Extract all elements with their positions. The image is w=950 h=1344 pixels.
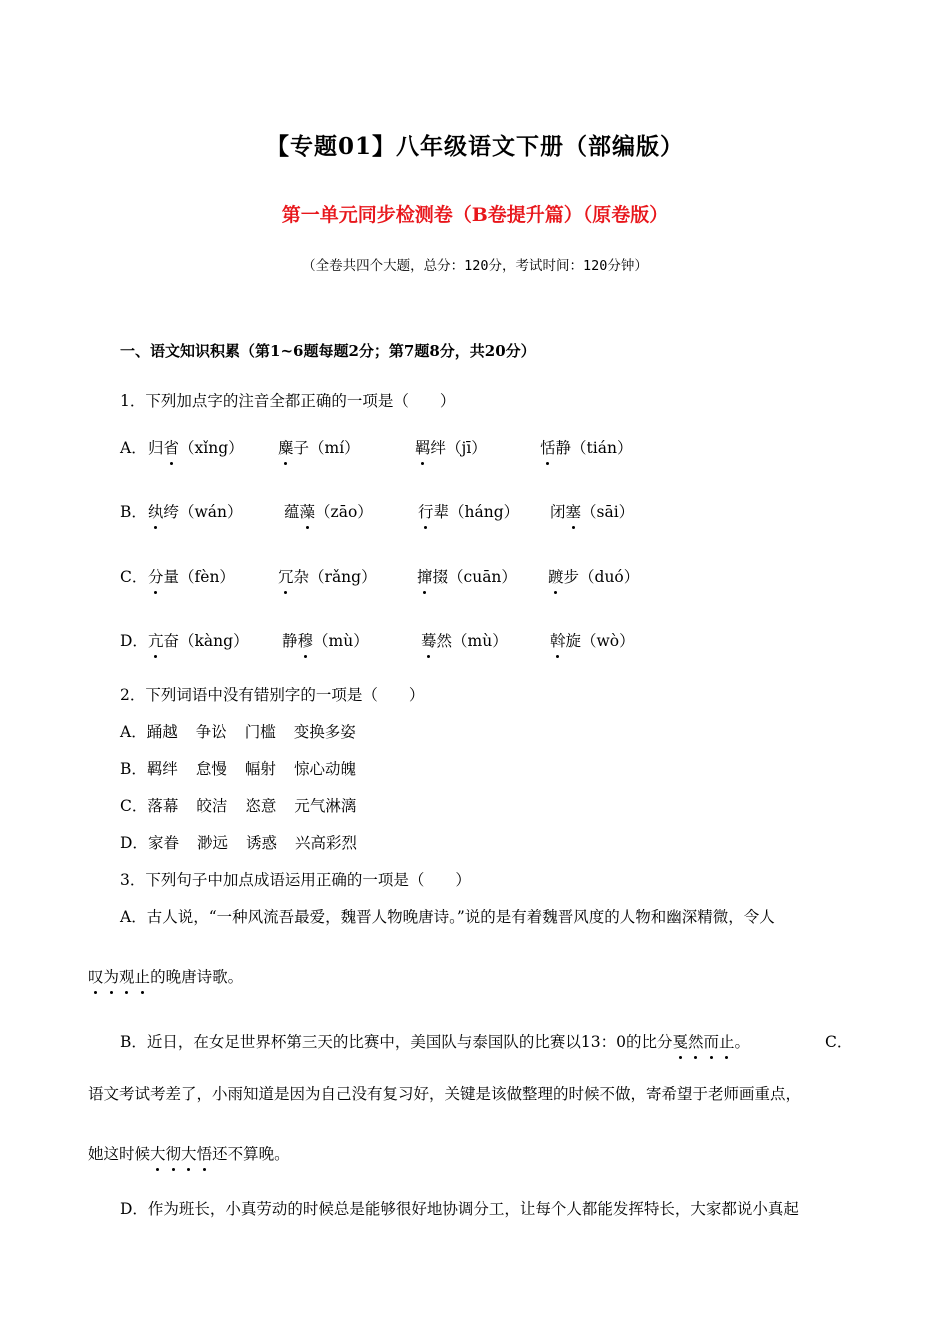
question-3-option-d-line1: D．作为班长，小真劳动的时候总是能够很好地协调分工，让每个人都能发挥特长，大家都说小真起	[120, 1200, 799, 1218]
question-3-stem: 3．下列句子中加点成语运用正确的一项是（ ）	[120, 871, 471, 889]
pinyin-item: 静穆（mù）	[282, 629, 369, 651]
option-label: C．	[120, 568, 148, 586]
pinyin-item: 羁绊（jī）	[415, 436, 487, 458]
question-3-option-a-line1: A．古人说，“一种风流吾最爱，魏晋人物晚唐诗。”说的是有着魏晋风度的人物和幽深精微，令人	[120, 908, 775, 926]
pinyin-item: 斡旋（wò）	[550, 629, 635, 651]
question-3-option-a-line2: 叹为观止的晚唐诗歌。	[88, 965, 243, 987]
page-title: 【专题01】八年级语文下册（部编版）	[265, 133, 684, 160]
option-label: A．	[120, 439, 147, 457]
word-option: A．踊越 争讼 门槛 变换多姿	[120, 723, 356, 741]
question-3-option-c-line1: 语文考试考差了，小雨知道是因为自己没有复习好，关键是该做整理的时候不做，寄希望于老师画重点，	[88, 1085, 802, 1103]
option-label: B．	[120, 503, 147, 521]
pinyin-item: 恬静（tián）	[540, 436, 632, 458]
option-label: D．	[120, 632, 148, 650]
pinyin-item: 蓦然（mù）	[421, 629, 508, 651]
pinyin-item: 纨绔（wán）	[148, 500, 243, 522]
dotted-idiom: 叹为观止	[88, 968, 150, 986]
question-1-stem: 1．下列加点字的注音全都正确的一项是（ ）	[120, 392, 456, 410]
page-subtitle: 第一单元同步检测卷（B卷提升篇）（原卷版）	[281, 204, 669, 226]
word-option: B．羁绊 怠慢 幅射 惊心动魄	[120, 760, 356, 778]
question-2-stem: 2．下列词语中没有错别字的一项是（ ）	[120, 686, 425, 704]
pinyin-item: 蕴藻（zāo）	[284, 500, 373, 522]
exam-meta: （全卷共四个大题，总分：120分，考试时间：120分钟）	[302, 258, 648, 274]
pinyin-item: 麋子（mí）	[278, 436, 360, 458]
dotted-idiom: 戛然而止	[672, 1033, 734, 1051]
dotted-idiom: 大彻大悟	[150, 1145, 212, 1163]
pinyin-item: 冗杂（rǎng）	[278, 565, 377, 587]
pinyin-item: 行辈（háng）	[418, 500, 519, 522]
pinyin-item: 踱步（duó）	[548, 565, 639, 587]
question-3-option-c-label: C．	[825, 1033, 853, 1051]
pinyin-item: 闭塞（sāi）	[550, 500, 634, 522]
question-3-option-c-line2: 她这时候大彻大悟还不算晚。	[88, 1142, 290, 1164]
word-option: D．家眷 渺远 诱惑 兴高彩烈	[120, 834, 357, 852]
pinyin-item: 撺掇（cuān）	[417, 565, 517, 587]
section-heading: 一、语文知识积累（第1~6题每题2分；第7题8分，共20分）	[120, 342, 536, 360]
word-option: C．落幕 皎洁 恣意 元气淋漓	[120, 797, 357, 815]
pinyin-item: 亢奋（kàng）	[148, 629, 249, 651]
pinyin-item: 分量（fèn）	[148, 565, 235, 587]
question-3-option-b: B．近日，在女足世界杯第三天的比赛中，美国队与泰国队的比赛以13：0的比分戛然而止。	[120, 1030, 750, 1052]
pinyin-item: 归省（xǐng）	[148, 436, 244, 458]
